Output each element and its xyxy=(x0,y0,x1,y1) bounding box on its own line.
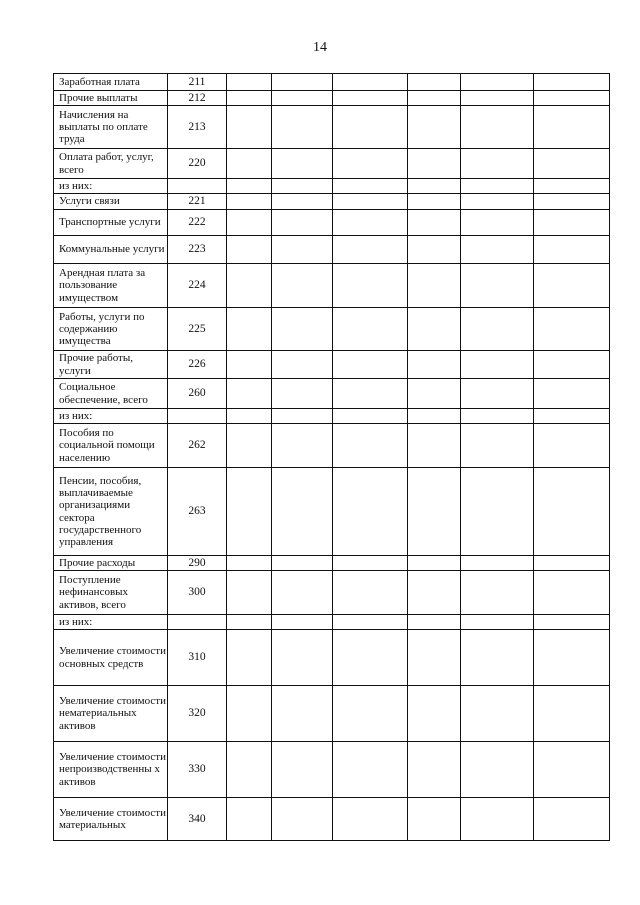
row-code: 310 xyxy=(168,630,227,686)
row-code xyxy=(168,409,227,424)
row-name-cell xyxy=(54,236,168,264)
value-cell xyxy=(272,351,333,379)
table-row xyxy=(54,351,610,379)
row-name-cell xyxy=(54,798,168,841)
value-cell xyxy=(333,308,408,351)
value-cell xyxy=(333,409,408,424)
value-cell xyxy=(227,424,272,468)
row-code: 290 xyxy=(168,556,227,571)
row-code: 212 xyxy=(168,91,227,106)
row-code: 222 xyxy=(168,210,227,236)
value-cell xyxy=(408,149,461,179)
table-row xyxy=(54,194,610,210)
value-cell xyxy=(534,798,610,841)
row-name: Оплата работ, услуг, всего xyxy=(59,151,154,176)
table-row xyxy=(54,179,610,194)
value-cell xyxy=(333,630,408,686)
value-cell xyxy=(227,194,272,210)
row-name: Поступление нефинансовых активов, всего xyxy=(59,574,129,611)
value-cell xyxy=(461,236,534,264)
value-cell xyxy=(333,194,408,210)
row-code: 330 xyxy=(168,742,227,798)
value-cell xyxy=(333,468,408,556)
value-cell xyxy=(534,179,610,194)
row-name-cell xyxy=(54,424,168,468)
value-cell xyxy=(227,409,272,424)
value-cell xyxy=(534,308,610,351)
table-row xyxy=(54,74,610,91)
row-name-cell xyxy=(54,264,168,308)
row-code: 211 xyxy=(168,74,227,91)
row-name-cell xyxy=(54,106,168,149)
value-cell xyxy=(227,179,272,194)
value-cell xyxy=(227,106,272,149)
value-cell xyxy=(461,630,534,686)
value-cell xyxy=(272,210,333,236)
row-code: 340 xyxy=(168,798,227,841)
value-cell xyxy=(461,571,534,615)
value-cell xyxy=(534,468,610,556)
value-cell xyxy=(272,106,333,149)
value-cell xyxy=(272,194,333,210)
value-cell xyxy=(333,571,408,615)
value-cell xyxy=(272,409,333,424)
row-code: 226 xyxy=(168,351,227,379)
value-cell xyxy=(408,424,461,468)
row-code: 220 xyxy=(168,149,227,179)
value-cell xyxy=(461,742,534,798)
row-name-cell xyxy=(54,210,168,236)
value-cell xyxy=(333,615,408,630)
value-cell xyxy=(272,742,333,798)
value-cell xyxy=(408,236,461,264)
value-cell xyxy=(534,149,610,179)
row-name: Коммунальные услуги xyxy=(59,243,165,256)
value-cell xyxy=(333,798,408,841)
value-cell xyxy=(227,236,272,264)
value-cell xyxy=(408,556,461,571)
table-row xyxy=(54,264,610,308)
value-cell xyxy=(272,179,333,194)
row-code: 262 xyxy=(168,424,227,468)
row-name-cell xyxy=(54,379,168,409)
row-code xyxy=(168,615,227,630)
value-cell xyxy=(333,686,408,742)
value-cell xyxy=(333,74,408,91)
table-row xyxy=(54,308,610,351)
value-cell xyxy=(461,194,534,210)
value-cell xyxy=(408,468,461,556)
value-cell xyxy=(461,556,534,571)
value-cell xyxy=(534,74,610,91)
value-cell xyxy=(227,798,272,841)
budget-table xyxy=(53,73,610,841)
value-cell xyxy=(534,409,610,424)
page-number: 14 xyxy=(313,40,327,55)
table-row xyxy=(54,210,610,236)
row-name: Прочие выплаты xyxy=(59,91,138,104)
value-cell xyxy=(333,210,408,236)
row-name: Социальное обеспечение, всего xyxy=(59,381,148,406)
row-name: Увеличение стоимости нематериальных активов xyxy=(59,695,166,732)
table-row xyxy=(54,106,610,149)
value-cell xyxy=(272,468,333,556)
value-cell xyxy=(408,742,461,798)
table-row xyxy=(54,149,610,179)
row-name-cell xyxy=(54,194,168,210)
value-cell xyxy=(408,194,461,210)
value-cell xyxy=(461,409,534,424)
value-cell xyxy=(461,179,534,194)
value-cell xyxy=(227,91,272,106)
value-cell xyxy=(534,236,610,264)
value-cell xyxy=(272,236,333,264)
value-cell xyxy=(227,571,272,615)
value-cell xyxy=(461,74,534,91)
row-name-cell xyxy=(54,630,168,686)
row-name: Увеличение стоимости материальных xyxy=(59,806,166,831)
row-name-cell xyxy=(54,149,168,179)
row-name: из них: xyxy=(59,409,93,422)
value-cell xyxy=(272,556,333,571)
value-cell xyxy=(461,210,534,236)
value-cell xyxy=(272,264,333,308)
value-cell xyxy=(333,351,408,379)
value-cell xyxy=(461,424,534,468)
row-name-cell xyxy=(54,571,168,615)
value-cell xyxy=(461,149,534,179)
row-name-cell xyxy=(54,351,168,379)
row-name: Арендная плата за пользование имуществом xyxy=(59,267,146,304)
row-name: Пенсии, пособия, выплачиваемые организациями сектора государственного управления xyxy=(59,474,142,548)
value-cell xyxy=(408,179,461,194)
row-code xyxy=(168,179,227,194)
value-cell xyxy=(227,308,272,351)
value-cell xyxy=(227,74,272,91)
value-cell xyxy=(333,556,408,571)
value-cell xyxy=(408,686,461,742)
table-row xyxy=(54,236,610,264)
value-cell xyxy=(227,742,272,798)
row-name-cell xyxy=(54,686,168,742)
table-row xyxy=(54,571,610,615)
value-cell xyxy=(333,379,408,409)
value-cell xyxy=(534,742,610,798)
value-cell xyxy=(534,351,610,379)
row-code: 213 xyxy=(168,106,227,149)
value-cell xyxy=(461,686,534,742)
row-name-cell xyxy=(54,615,168,630)
value-cell xyxy=(272,91,333,106)
value-cell xyxy=(227,264,272,308)
value-cell xyxy=(272,686,333,742)
value-cell xyxy=(408,615,461,630)
value-cell xyxy=(461,468,534,556)
value-cell xyxy=(461,798,534,841)
value-cell xyxy=(408,409,461,424)
value-cell xyxy=(534,210,610,236)
value-cell xyxy=(333,236,408,264)
value-cell xyxy=(534,686,610,742)
table-row xyxy=(54,615,610,630)
row-name-cell xyxy=(54,742,168,798)
value-cell xyxy=(272,571,333,615)
row-code: 260 xyxy=(168,379,227,409)
value-cell xyxy=(461,264,534,308)
table-row xyxy=(54,630,610,686)
value-cell xyxy=(333,91,408,106)
row-name-cell xyxy=(54,468,168,556)
value-cell xyxy=(272,424,333,468)
value-cell xyxy=(333,106,408,149)
value-cell xyxy=(534,424,610,468)
row-code: 223 xyxy=(168,236,227,264)
value-cell xyxy=(461,91,534,106)
value-cell xyxy=(534,106,610,149)
value-cell xyxy=(408,798,461,841)
table-row xyxy=(54,556,610,571)
table-body xyxy=(54,74,610,841)
row-name: Пособия по социальной помощи населению xyxy=(59,427,155,464)
table-row xyxy=(54,686,610,742)
value-cell xyxy=(272,149,333,179)
value-cell xyxy=(534,630,610,686)
value-cell xyxy=(333,179,408,194)
value-cell xyxy=(408,264,461,308)
value-cell xyxy=(227,686,272,742)
value-cell xyxy=(272,74,333,91)
value-cell xyxy=(227,630,272,686)
value-cell xyxy=(461,379,534,409)
row-name: Увеличение стоимости основных средств xyxy=(59,645,166,670)
row-code: 225 xyxy=(168,308,227,351)
row-name: из них: xyxy=(59,615,93,628)
row-code: 224 xyxy=(168,264,227,308)
value-cell xyxy=(227,149,272,179)
value-cell xyxy=(272,379,333,409)
table-row xyxy=(54,91,610,106)
value-cell xyxy=(272,630,333,686)
row-name: Заработная плата xyxy=(59,75,140,88)
row-name: Начисления на выплаты по оплате труда xyxy=(59,108,148,146)
row-code: 221 xyxy=(168,194,227,210)
row-code: 300 xyxy=(168,571,227,615)
row-name: Прочие расходы xyxy=(59,556,136,569)
row-name-cell xyxy=(54,91,168,106)
value-cell xyxy=(534,615,610,630)
value-cell xyxy=(333,264,408,308)
row-name-cell xyxy=(54,308,168,351)
row-name-cell xyxy=(54,74,168,91)
value-cell xyxy=(534,264,610,308)
value-cell xyxy=(272,798,333,841)
value-cell xyxy=(534,91,610,106)
row-name-cell xyxy=(54,179,168,194)
value-cell xyxy=(534,571,610,615)
value-cell xyxy=(461,615,534,630)
row-name: Услуги связи xyxy=(59,195,120,208)
row-code: 263 xyxy=(168,468,227,556)
value-cell xyxy=(408,379,461,409)
value-cell xyxy=(461,308,534,351)
row-name-cell xyxy=(54,409,168,424)
value-cell xyxy=(408,106,461,149)
value-cell xyxy=(227,615,272,630)
value-cell xyxy=(408,308,461,351)
row-name: Прочие работы, услуги xyxy=(59,352,133,377)
value-cell xyxy=(227,210,272,236)
row-name: Транспортные услуги xyxy=(59,216,161,229)
value-cell xyxy=(227,556,272,571)
value-cell xyxy=(534,194,610,210)
value-cell xyxy=(408,74,461,91)
table-row xyxy=(54,468,610,556)
value-cell xyxy=(272,615,333,630)
value-cell xyxy=(272,308,333,351)
value-cell xyxy=(461,351,534,379)
value-cell xyxy=(227,468,272,556)
table-row xyxy=(54,379,610,409)
value-cell xyxy=(333,742,408,798)
value-cell xyxy=(408,91,461,106)
value-cell xyxy=(534,379,610,409)
value-cell xyxy=(408,571,461,615)
row-name: Увеличение стоимости непроизводственны х активов xyxy=(59,751,166,788)
row-code: 320 xyxy=(168,686,227,742)
table-row xyxy=(54,409,610,424)
value-cell xyxy=(408,210,461,236)
row-name: Работы, услуги по содержанию имущества xyxy=(59,310,145,348)
table-row xyxy=(54,742,610,798)
table-row xyxy=(54,424,610,468)
value-cell xyxy=(408,630,461,686)
value-cell xyxy=(227,351,272,379)
table-row xyxy=(54,798,610,841)
value-cell xyxy=(534,556,610,571)
value-cell xyxy=(461,106,534,149)
value-cell xyxy=(227,379,272,409)
row-name: из них: xyxy=(59,179,93,192)
value-cell xyxy=(408,351,461,379)
row-name-cell xyxy=(54,556,168,571)
value-cell xyxy=(333,149,408,179)
value-cell xyxy=(333,424,408,468)
